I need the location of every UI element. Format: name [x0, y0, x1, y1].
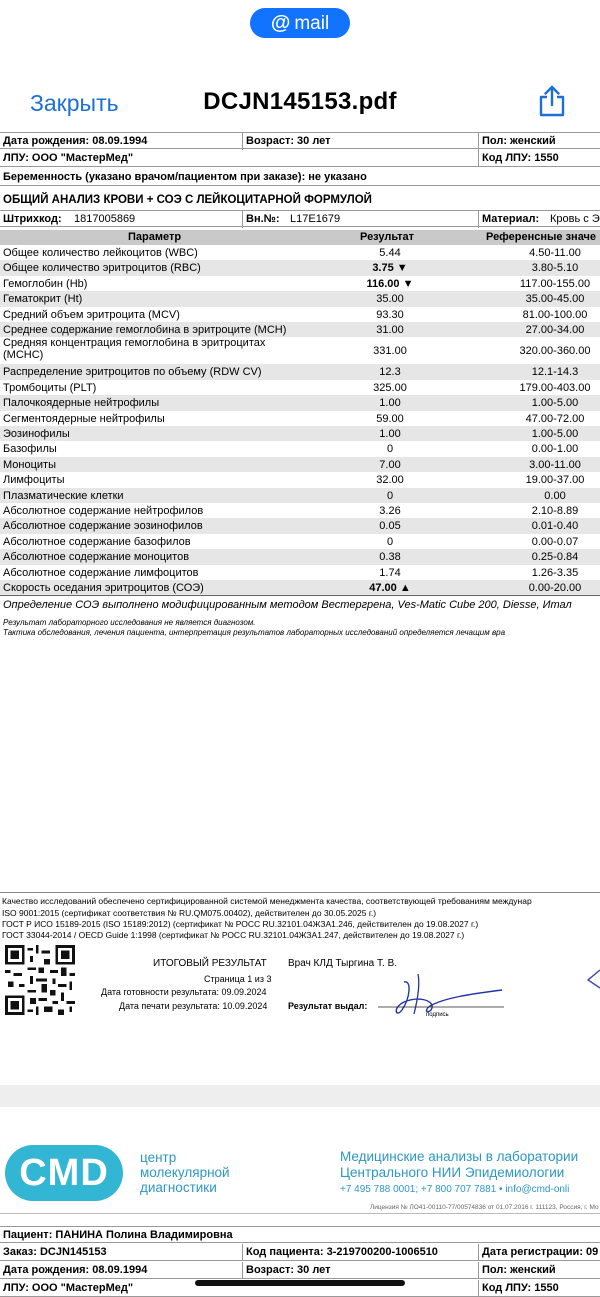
page-2-dob-row — [0, 1262, 600, 1279]
reference-range: 1.00-5.00 — [531, 428, 579, 440]
patient-code: Код пациента: 3-219700200-1006510 — [246, 1246, 438, 1258]
cmd-logo — [5, 1145, 123, 1201]
table-bottom-border — [0, 595, 600, 596]
at-icon: @ — [270, 12, 291, 34]
result-value: 3.26 — [379, 505, 401, 517]
header-row-pregnancy — [0, 169, 600, 186]
reference-range: 3.00-11.00 — [529, 458, 581, 471]
mail-app-header — [0, 0, 600, 60]
table-row — [0, 426, 600, 441]
order-number: Заказ: DCJN145153 — [3, 1246, 107, 1258]
issued-by-label: Результат выдал: — [288, 1001, 368, 1011]
result-value: 93.30 — [376, 308, 404, 321]
param-name: Гематокрит (Ht) — [3, 293, 83, 306]
gost-certificate-1: ГОСТ Р ИСО 15189-2015 (ISO 15189:2012) (сертификат № РОСС RU.32101.04ЖЗА1.246, действителен до 19.08.2027 г.) — [2, 919, 479, 929]
param-name: Абсолютное содержание нейтрофилов — [3, 505, 204, 517]
barcode-row — [0, 210, 600, 227]
footer-divider — [0, 892, 600, 893]
table-row — [0, 337, 600, 364]
cmd-name-line-3: диагностики — [140, 1180, 217, 1195]
reference-range: 1.26-3.35 — [531, 566, 579, 579]
reference-range: 0.00 — [544, 489, 566, 502]
col-ref: Референсные значе — [486, 231, 597, 243]
iso-certificate: ISO 9001:2015 (сертификат соответствия № RU.QM075.00402), действителен до 30.05.2025 г.) — [2, 908, 377, 918]
table-row — [0, 395, 600, 410]
lpu: ЛПУ: ООО "МастерМед" — [3, 152, 134, 164]
page-number: Страница 1 из 3 — [204, 974, 272, 984]
param-name: Скорость оседания эритроцитов (СОЭ) — [3, 582, 204, 594]
table-row — [0, 518, 600, 533]
param-name: Абсолютное содержание моноцитов — [3, 551, 190, 564]
param-name: Общее количество лейкоцитов (WBC) — [3, 247, 198, 259]
result-value: 3.75 ▼ — [372, 262, 408, 275]
param-name: Палочкоядерные нейтрофилы — [3, 397, 160, 410]
result-value: 32.00 — [376, 474, 404, 487]
table-row — [0, 276, 600, 291]
page-2-lpu-code: Код ЛПУ: 1550 — [482, 1282, 559, 1294]
page-2[interactable] — [0, 1107, 600, 1297]
ready-date: Дата готовности результата: 09.09.2024 — [101, 987, 267, 997]
reference-range: 81.00-100.00 — [522, 308, 588, 321]
result-value: 1.74 — [379, 566, 401, 579]
reference-range: 27.00-34.00 — [525, 324, 585, 336]
table-row — [0, 322, 600, 337]
result-value: 0 — [386, 489, 394, 502]
doctor-name: Врач КЛД Тыргина Т. В. — [288, 958, 398, 969]
result-value: 116.00 ▼ — [366, 277, 414, 290]
table-row — [0, 503, 600, 518]
lab-contacts: +7 495 788 0001; +7 800 707 7881 • info@cmd-onli — [340, 1184, 570, 1195]
param-name: Среднее содержание гемоглобина в эритроците (MCH) — [3, 324, 287, 336]
header-row-lpu — [0, 150, 600, 167]
tactics-note: Тактика обследования, лечения пациента, интерпретация результатов лабораторных исследований определяется лечащим вра — [3, 628, 506, 637]
result-value: 0 — [386, 535, 394, 548]
order-row — [0, 1244, 600, 1261]
table-row — [0, 565, 600, 580]
pregnancy: Беременность (указано врачом/пациентом при заказе): не указано — [3, 171, 367, 183]
stamp-fragment — [586, 968, 600, 990]
param-name: Сегментоядерные нейтрофилы — [3, 412, 165, 425]
reference-range: 0.25-0.84 — [531, 551, 579, 564]
barcode-value: 1817005869 — [74, 213, 136, 225]
reference-range: 1.00-5.00 — [531, 397, 579, 410]
reference-range: 0.00-0.07 — [531, 535, 579, 548]
birth-date: Дата рождения: 08.09.1994 — [3, 135, 148, 147]
param-name: Абсолютное содержание лимфоцитов — [3, 566, 199, 579]
table-row — [0, 307, 600, 322]
reference-range: 320.00-360.00 — [519, 345, 591, 358]
result-value: 0.05 — [379, 520, 401, 533]
material-label: Материал: — [482, 213, 540, 225]
page-2-lpu: ЛПУ: ООО "МастерМед" — [3, 1282, 134, 1294]
page-2-sex: Пол: женский — [482, 1264, 556, 1276]
result-value: 7.00 — [379, 458, 401, 471]
reference-range: 19.00-37.00 — [525, 474, 585, 487]
param-name: Абсолютное содержание эозинофилов — [3, 520, 203, 533]
param-name: Эозинофилы — [3, 428, 70, 440]
table-row — [0, 457, 600, 472]
param-name: Распределение эритроцитов по объему (RDW CV) — [3, 366, 262, 379]
lab-title-line-1: Медицинские анализы в лаборатории — [340, 1149, 579, 1164]
param-name: Абсолютное содержание базофилов — [3, 535, 191, 548]
viewer-nav-bar — [0, 70, 600, 132]
reference-range: 0.01-0.40 — [531, 520, 579, 533]
sex: Пол: женский — [482, 135, 556, 147]
result-value: 12.3 — [379, 366, 401, 379]
cmd-name-line-1: центр — [140, 1150, 177, 1165]
param-name: Тромбоциты (PLT) — [3, 381, 97, 394]
page-2-birth-date: Дата рождения: 08.09.1994 — [3, 1264, 148, 1276]
result-value: 0 — [386, 443, 394, 456]
result-value: 59.00 — [376, 412, 404, 425]
lab-title-line-2: Центрального НИИ Эпидемиологии — [340, 1165, 565, 1180]
table-row — [0, 580, 600, 595]
result-value: 47.00 ▲ — [369, 582, 411, 594]
age: Возраст: 30 лет — [246, 135, 331, 147]
reference-range: 2.10-8.89 — [531, 505, 579, 517]
result-value: 0.38 — [379, 551, 401, 564]
barcode-label: Штрихкод: — [3, 213, 62, 225]
table-row — [0, 364, 600, 379]
document-title: DCJN145153.pdf — [203, 88, 397, 115]
inner-number-label: Вн.№: — [246, 213, 280, 225]
cmd-logo-text: CMD — [19, 1152, 109, 1194]
table-row — [0, 291, 600, 306]
result-value: 1.00 — [379, 428, 401, 440]
qr-code — [5, 945, 75, 1015]
col-param: Параметр — [128, 231, 182, 243]
quality-statement: Качество исследований обеспечено сертифицированной системой менеджмента качества, соответствующей требованиям междунар — [2, 896, 532, 906]
table-row — [0, 472, 600, 487]
signature-caption: подпись — [426, 1012, 449, 1018]
result-value: 31.00 — [376, 324, 404, 336]
close-button[interactable]: Закрыть — [30, 90, 119, 116]
reference-range: 117.00-155.00 — [519, 277, 591, 290]
result-value: 35.00 — [376, 293, 404, 306]
analysis-title: ОБЩИЙ АНАЛИЗ КРОВИ + СОЭ С ЛЕЙКОЦИТАРНОЙ ФОРМУЛОЙ — [3, 194, 372, 206]
mail-logo — [250, 8, 350, 38]
page-2-age: Возраст: 30 лет — [246, 1264, 331, 1276]
patient-row — [0, 1226, 600, 1243]
param-name: Базофилы — [3, 443, 57, 456]
reference-range: 0.00-20.00 — [528, 582, 582, 594]
cmd-name-line-2: молекулярной — [140, 1165, 230, 1180]
table-row — [0, 534, 600, 549]
table-row — [0, 549, 600, 564]
registration-date: Дата регистрации: 09 — [482, 1246, 599, 1258]
result-value: 331.00 — [373, 345, 407, 358]
reference-range: 4.50-11.00 — [529, 247, 581, 259]
share-icon[interactable] — [536, 84, 568, 118]
param-name: Гемоглобин (Hb) — [3, 277, 88, 290]
col-result: Результат — [360, 231, 415, 243]
gost-certificate-2: ГОСТ 33044-2014 / OECD Guide 1:1998 (сертификат № РОСС RU.32101.04ЖЗА1.247, действителен до 19.08.2027 г.) — [2, 930, 465, 940]
table-row — [0, 245, 600, 260]
reference-range: 12.1-14.3 — [531, 366, 579, 379]
table-row — [0, 488, 600, 503]
esr-method-note: Определение СОЭ выполнено модифицированным методом Вестергрена, Ves-Matic Cube 200, Diesse, Итал — [3, 599, 572, 611]
param-name: Средняя концентрация гемоглобина в эритроцитах (MCHC) — [3, 337, 266, 362]
lpu-code: Код ЛПУ: 1550 — [482, 152, 559, 164]
page-separator — [0, 1085, 600, 1107]
result-value: 325.00 — [373, 381, 407, 394]
not-diagnosis-note: Результат лабораторного исследования не является диагнозом. — [3, 618, 256, 627]
table-row — [0, 411, 600, 426]
result-value: 1.00 — [379, 397, 401, 410]
mail-logo-text: mail — [294, 12, 330, 34]
lab-license: Лицензия № ЛО41-00110-77/00574836 от 01.07.2016 г. 111123, Россия, г. Мо — [370, 1204, 599, 1211]
table-row — [0, 380, 600, 395]
result-value: 5.44 — [379, 247, 401, 259]
reference-range: 35.00-45.00 — [525, 293, 585, 306]
patient-name: Пациент: ПАНИНА Полина Владимировна — [3, 1229, 233, 1241]
final-result-label: ИТОГОВЫЙ РЕЗУЛЬТАТ — [153, 958, 267, 969]
param-name: Плазматические клетки — [3, 489, 124, 502]
pdf-page[interactable] — [0, 132, 600, 1082]
material-value: Кровь с Э — [550, 213, 600, 225]
reference-range: 0.00-1.00 — [531, 443, 579, 456]
print-date: Дата печати результата: 10.09.2024 — [119, 1001, 268, 1011]
param-name: Моноциты — [3, 458, 56, 471]
param-name: Средний объем эритроцита (MCV) — [3, 308, 180, 321]
home-indicator[interactable] — [195, 1280, 405, 1286]
results-table-header — [0, 230, 600, 245]
param-name: Лимфоциты — [3, 474, 65, 487]
reference-range: 3.80-5.10 — [531, 262, 579, 275]
table-row — [0, 260, 600, 275]
param-name: Общее количество эритроцитов (RBC) — [3, 262, 201, 275]
reference-range: 179.00-403.00 — [519, 381, 591, 394]
letterhead-divider — [0, 1213, 600, 1214]
inner-number-value: L17E1679 — [290, 213, 341, 225]
table-row — [0, 441, 600, 456]
reference-range: 47.00-72.00 — [525, 412, 585, 425]
header-row-dob — [0, 132, 600, 149]
